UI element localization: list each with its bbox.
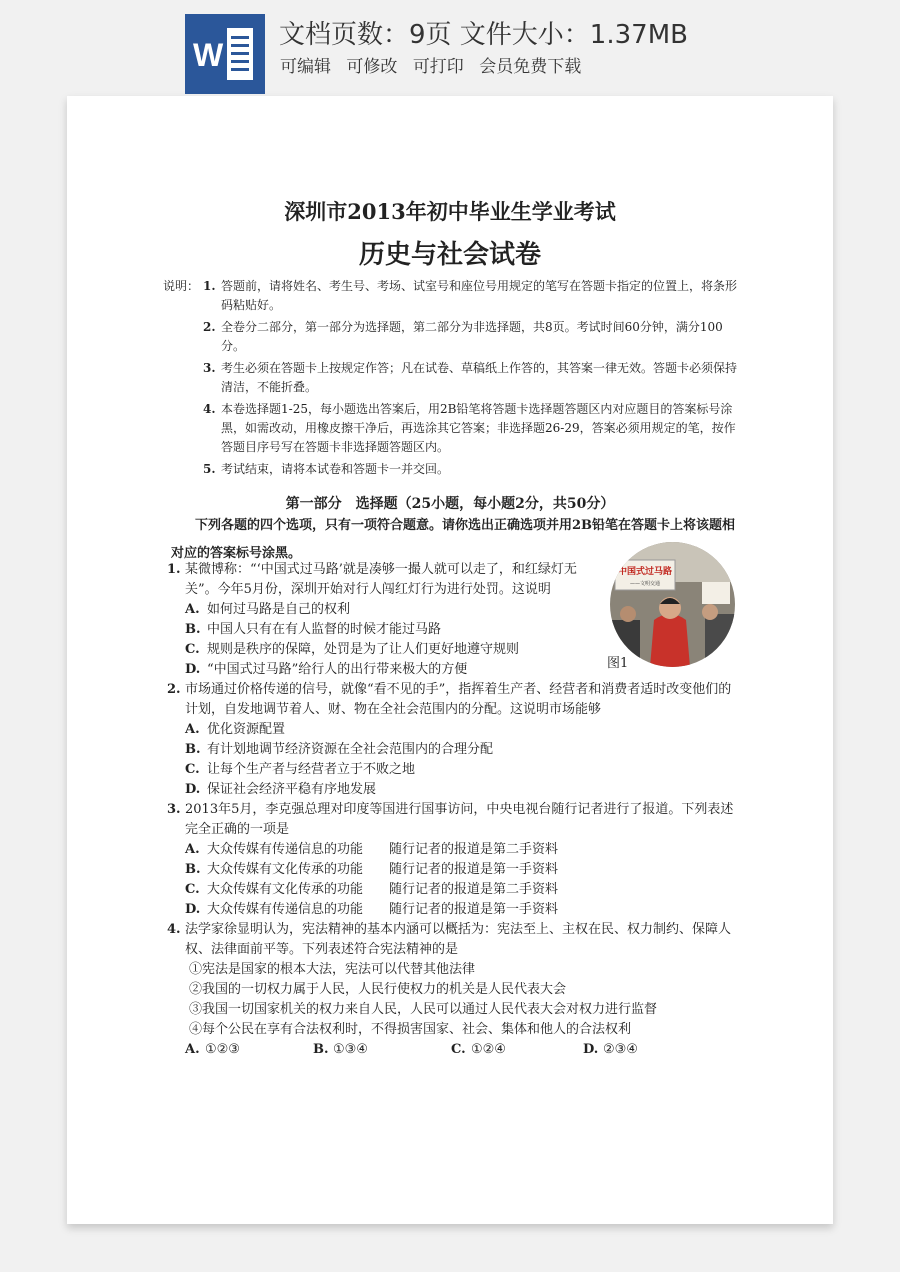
download-banner bbox=[0, 0, 900, 96]
option-text: ②③④ bbox=[603, 1042, 638, 1057]
statement-1: ①宪法是国家的根本大法，宪法可以代替其他法律 bbox=[189, 962, 476, 977]
instruction-text: 全卷分二部分，第一部分为选择题，第二部分为非选择题，共8页。考试时间60分钟，满分100分。 bbox=[221, 320, 723, 353]
option-letter: B. bbox=[185, 622, 201, 637]
instruction-item bbox=[169, 460, 739, 479]
option-text: ①②④ bbox=[471, 1042, 506, 1057]
question-1 bbox=[167, 560, 607, 680]
option-c bbox=[185, 880, 737, 900]
instruction-number: 1. bbox=[203, 279, 216, 293]
feature-member-download: 会员免费下载 bbox=[479, 57, 582, 77]
option-text: ①③④ bbox=[333, 1042, 368, 1057]
option-a bbox=[185, 1040, 313, 1060]
question-text: 某微博称：“‘中国式过马路’就是凑够一撮人就可以走了，和红绿灯无关”。今年5月份，深圳开始对行人闯红灯行为进行处罚。这说明 bbox=[185, 562, 577, 597]
option-text: 中国人只有在有人监督的时候才能过马路 bbox=[207, 622, 442, 637]
instruction-item bbox=[169, 318, 739, 356]
instruction-text: 考生必须在答题卡上按规定作答；凡在试卷、草稿纸上作答的，其答案一律无效。答题卡必须保持清洁，不能折叠。 bbox=[221, 361, 738, 394]
option-b bbox=[185, 860, 737, 880]
option-text: 让每个生产者与经营者立于不败之地 bbox=[207, 762, 416, 777]
option-text: 如何过马路是自己的权利 bbox=[207, 602, 351, 617]
option-d bbox=[185, 900, 737, 920]
question-text: 市场通过价格传递的信号，就像“看不见的手”，指挥着生产者、经营者和消费者适时改变他们的计划，自发地调节着人、财、物在全社会范围内的分配。这说明市场能够 bbox=[185, 682, 732, 717]
instruction-number: 5. bbox=[203, 462, 216, 476]
question-number: 4. bbox=[167, 922, 181, 937]
instruction-text: 考试结束，请将本试卷和答题卡一并交回。 bbox=[221, 462, 450, 476]
option-letter: A. bbox=[185, 842, 200, 857]
option-text: 大众传媒有文化传承的功能 随行记者的报道是第一手资料 bbox=[207, 862, 559, 877]
option-c bbox=[451, 1040, 583, 1060]
option-d bbox=[185, 780, 737, 800]
option-text: 大众传媒有传递信息的功能 随行记者的报道是第二手资料 bbox=[207, 842, 559, 857]
statement-3: ③我国一切国家机关的权力来自人民，人民可以通过人民代表大会对权力进行监督 bbox=[189, 1002, 658, 1017]
option-a bbox=[185, 600, 607, 620]
option-letter: B. bbox=[185, 742, 201, 757]
statement-2: ②我国的一切权力属于人民，人民行使权力的机关是人民代表大会 bbox=[189, 982, 567, 997]
section-heading: 第一部分 选择题（25小题，每小题2分，共50分） bbox=[285, 496, 615, 512]
option-text: 大众传媒有传递信息的功能 随行记者的报道是第一手资料 bbox=[207, 902, 559, 917]
svg-text:——文明交通: ——文明交通 bbox=[629, 581, 661, 587]
option-letter: A. bbox=[185, 722, 200, 737]
figure-1-label: 图1 bbox=[607, 656, 629, 671]
option-d bbox=[185, 660, 607, 680]
option-text: 有计划地调节经济资源在全社会范围内的合理分配 bbox=[207, 742, 494, 757]
instruction-item bbox=[169, 277, 739, 315]
option-letter: D. bbox=[185, 782, 201, 797]
option-letter: D. bbox=[583, 1042, 599, 1057]
instructions-label: 说明： bbox=[163, 279, 200, 293]
option-letter: A. bbox=[185, 1042, 200, 1057]
instruction-item bbox=[169, 400, 739, 457]
question-3 bbox=[167, 800, 737, 920]
option-text: 保证社会经济平稳有序地发展 bbox=[207, 782, 377, 797]
instruction-number: 2. bbox=[203, 320, 216, 334]
question-number: 2. bbox=[167, 682, 181, 697]
option-row bbox=[167, 1040, 737, 1060]
option-b bbox=[185, 740, 737, 760]
option-letter: C. bbox=[185, 642, 200, 657]
question-4 bbox=[167, 920, 737, 1060]
section-instructions: 下列各题的四个选项，只有一项符合题意。请你选出正确选项并用2B铅笔在答题卡上将该题相对应的答案标号涂黑。 bbox=[171, 518, 736, 561]
option-text: 大众传媒有文化传承的功能 随行记者的报道是第二手资料 bbox=[207, 882, 559, 897]
option-b bbox=[313, 1040, 451, 1060]
option-b bbox=[185, 620, 607, 640]
feature-list bbox=[280, 55, 591, 79]
option-c bbox=[185, 760, 737, 780]
file-info-title: 文档页数：9页 文件大小：1.37MB bbox=[279, 20, 688, 50]
instruction-text: 本卷选择题1-25，每小题选出答案后，用2B铅笔将答题卡选择题答题区内对应题目的答案标号涂黑，如需改动，用橡皮擦干净后，再选涂其它答案；非选择题26-29，答案必须用规定的笔，按作答题目序号写在答题卡非选择题答题区内。 bbox=[221, 402, 736, 454]
statement-4: ④每个公民在享有合法权利时，不得损害国家、社会、集体和他人的合法权利 bbox=[189, 1022, 632, 1037]
option-text: 规则是秩序的保障，处罚是为了让人们更好地遵守规则 bbox=[207, 642, 520, 657]
question-2 bbox=[167, 680, 737, 800]
word-document-icon bbox=[185, 14, 265, 94]
instruction-number: 3. bbox=[203, 361, 216, 375]
option-a bbox=[185, 840, 737, 860]
feature-modifiable: 可修改 bbox=[346, 57, 398, 77]
figure-1-photo bbox=[610, 542, 735, 667]
instructions bbox=[163, 277, 739, 482]
instruction-item bbox=[169, 359, 739, 397]
svg-text:W: W bbox=[193, 37, 224, 73]
option-letter: C. bbox=[451, 1042, 466, 1057]
question-text: 法学家徐显明认为，宪法精神的基本内涵可以概括为：宪法至上、主权在民、权力制约、保障人权、法律面前平等。下列表述符合宪法精神的是 bbox=[185, 922, 732, 957]
option-letter: A. bbox=[185, 602, 200, 617]
option-a bbox=[185, 720, 737, 740]
option-c bbox=[185, 640, 607, 660]
svg-text:中国式过马路: 中国式过马路 bbox=[617, 567, 673, 577]
exam-title: 深圳市2013年初中毕业生学业考试 bbox=[284, 199, 616, 224]
option-letter: C. bbox=[185, 882, 200, 897]
option-letter: D. bbox=[185, 902, 201, 917]
option-d bbox=[583, 1040, 713, 1060]
instruction-text: 答题前，请将姓名、考生号、考场、试室号和座位号用规定的笔写在答题卡指定的位置上，将条形码粘贴好。 bbox=[221, 279, 738, 312]
question-number: 3. bbox=[167, 802, 181, 817]
question-text: 2013年5月，李克强总理对印度等国进行国事访问，中央电视台随行记者进行了报道。下列表述完全正确的一项是 bbox=[185, 802, 734, 837]
option-text: “中国式过马路”给行人的出行带来极大的方便 bbox=[207, 662, 468, 677]
exam-subject-title: 历史与社会试卷 bbox=[358, 240, 541, 270]
instruction-number: 4. bbox=[203, 402, 216, 416]
feature-editable: 可编辑 bbox=[280, 57, 331, 77]
feature-printable: 可打印 bbox=[412, 57, 464, 77]
option-letter: C. bbox=[185, 762, 200, 777]
question-number: 1. bbox=[167, 562, 181, 577]
document-page bbox=[67, 96, 833, 1224]
option-letter: B. bbox=[313, 1042, 329, 1057]
option-text: ①②③ bbox=[205, 1042, 240, 1057]
option-text: 优化资源配置 bbox=[207, 722, 286, 737]
option-letter: B. bbox=[185, 862, 201, 877]
option-letter: D. bbox=[185, 662, 201, 677]
